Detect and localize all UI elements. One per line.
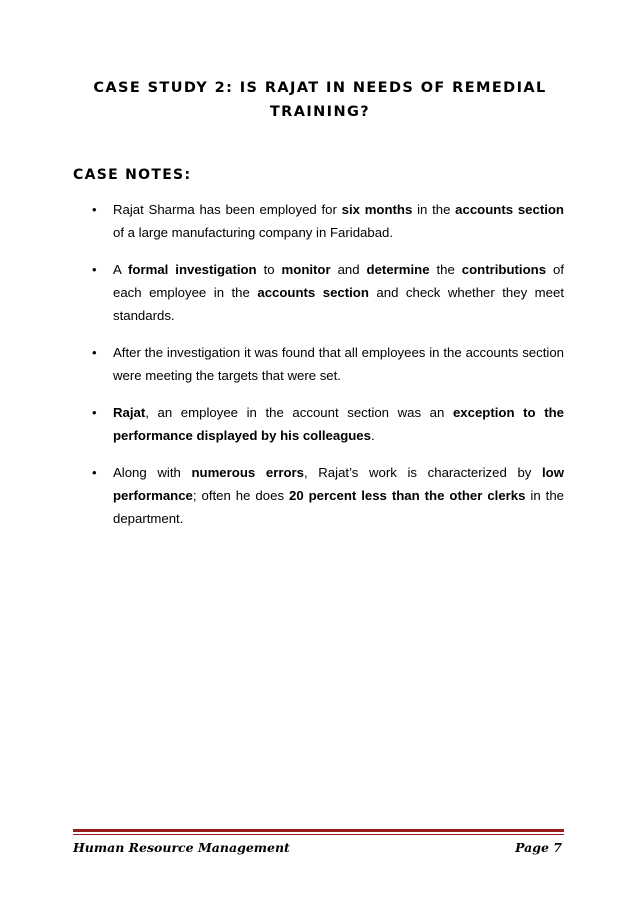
note-text: and (330, 262, 367, 277)
note-text: ; often he does (192, 488, 289, 503)
emphasized-text: formal investigation (128, 262, 257, 277)
note-text: in the (412, 202, 456, 217)
page-title (75, 76, 565, 124)
case-notes-list (92, 198, 564, 544)
list-item (92, 258, 564, 327)
note-text: . (370, 428, 375, 443)
bullet-icon: • (92, 345, 97, 360)
footer-rule-thin (73, 834, 564, 835)
emphasized-text: contributions (461, 262, 547, 277)
emphasized-text: accounts section (257, 285, 369, 300)
emphasized-text: numerous errors (191, 465, 304, 480)
note-text: Along with (113, 465, 192, 480)
bullet-icon: • (92, 202, 97, 217)
title-line-1: CASE STUDY 2: IS RAJAT IN NEEDS OF REMEDIAL (93, 80, 547, 96)
note-text: , an employee in the account section was an (145, 405, 453, 420)
bullet-icon: • (92, 262, 97, 277)
emphasized-text: monitor (281, 262, 331, 277)
list-item (92, 341, 564, 387)
section-heading: CASE NOTES: (73, 167, 192, 183)
page-number: Page 7 (515, 840, 562, 855)
emphasized-text: six months (341, 202, 413, 217)
emphasized-text: exception to the performance displayed by his colleagues (113, 405, 564, 443)
emphasized-text: Rajat (113, 405, 146, 420)
note-text: of a large manufacturing company in Faridabad. (113, 225, 394, 240)
emphasized-text: accounts section (455, 202, 564, 217)
list-item (92, 461, 564, 530)
note-text: the (429, 262, 462, 277)
title-line-2: TRAINING? (269, 104, 371, 120)
footer-title: Human Resource Management (73, 840, 290, 855)
note-text: in the department. (113, 488, 564, 526)
bullet-icon: • (92, 465, 97, 480)
emphasized-text: low performance (113, 465, 564, 503)
emphasized-text: determine (366, 262, 430, 277)
bullet-icon: • (92, 405, 97, 420)
note-text: of each employee in the (113, 262, 564, 300)
list-item (92, 401, 564, 447)
note-text: , Rajat’s work is characterized by (303, 465, 543, 480)
emphasized-text: 20 percent less than the other clerks (289, 488, 526, 503)
note-text: to (256, 262, 282, 277)
footer-rule-thick (73, 829, 564, 832)
note-text: A (113, 262, 129, 277)
note-text: and check whether they meet standards. (113, 285, 565, 323)
list-item (92, 198, 564, 244)
note-text: Rajat Sharma has been employed for (113, 202, 342, 217)
note-text: After the investigation it was found that all employees in the accounts section were meeting the targets that were set. (113, 345, 564, 383)
